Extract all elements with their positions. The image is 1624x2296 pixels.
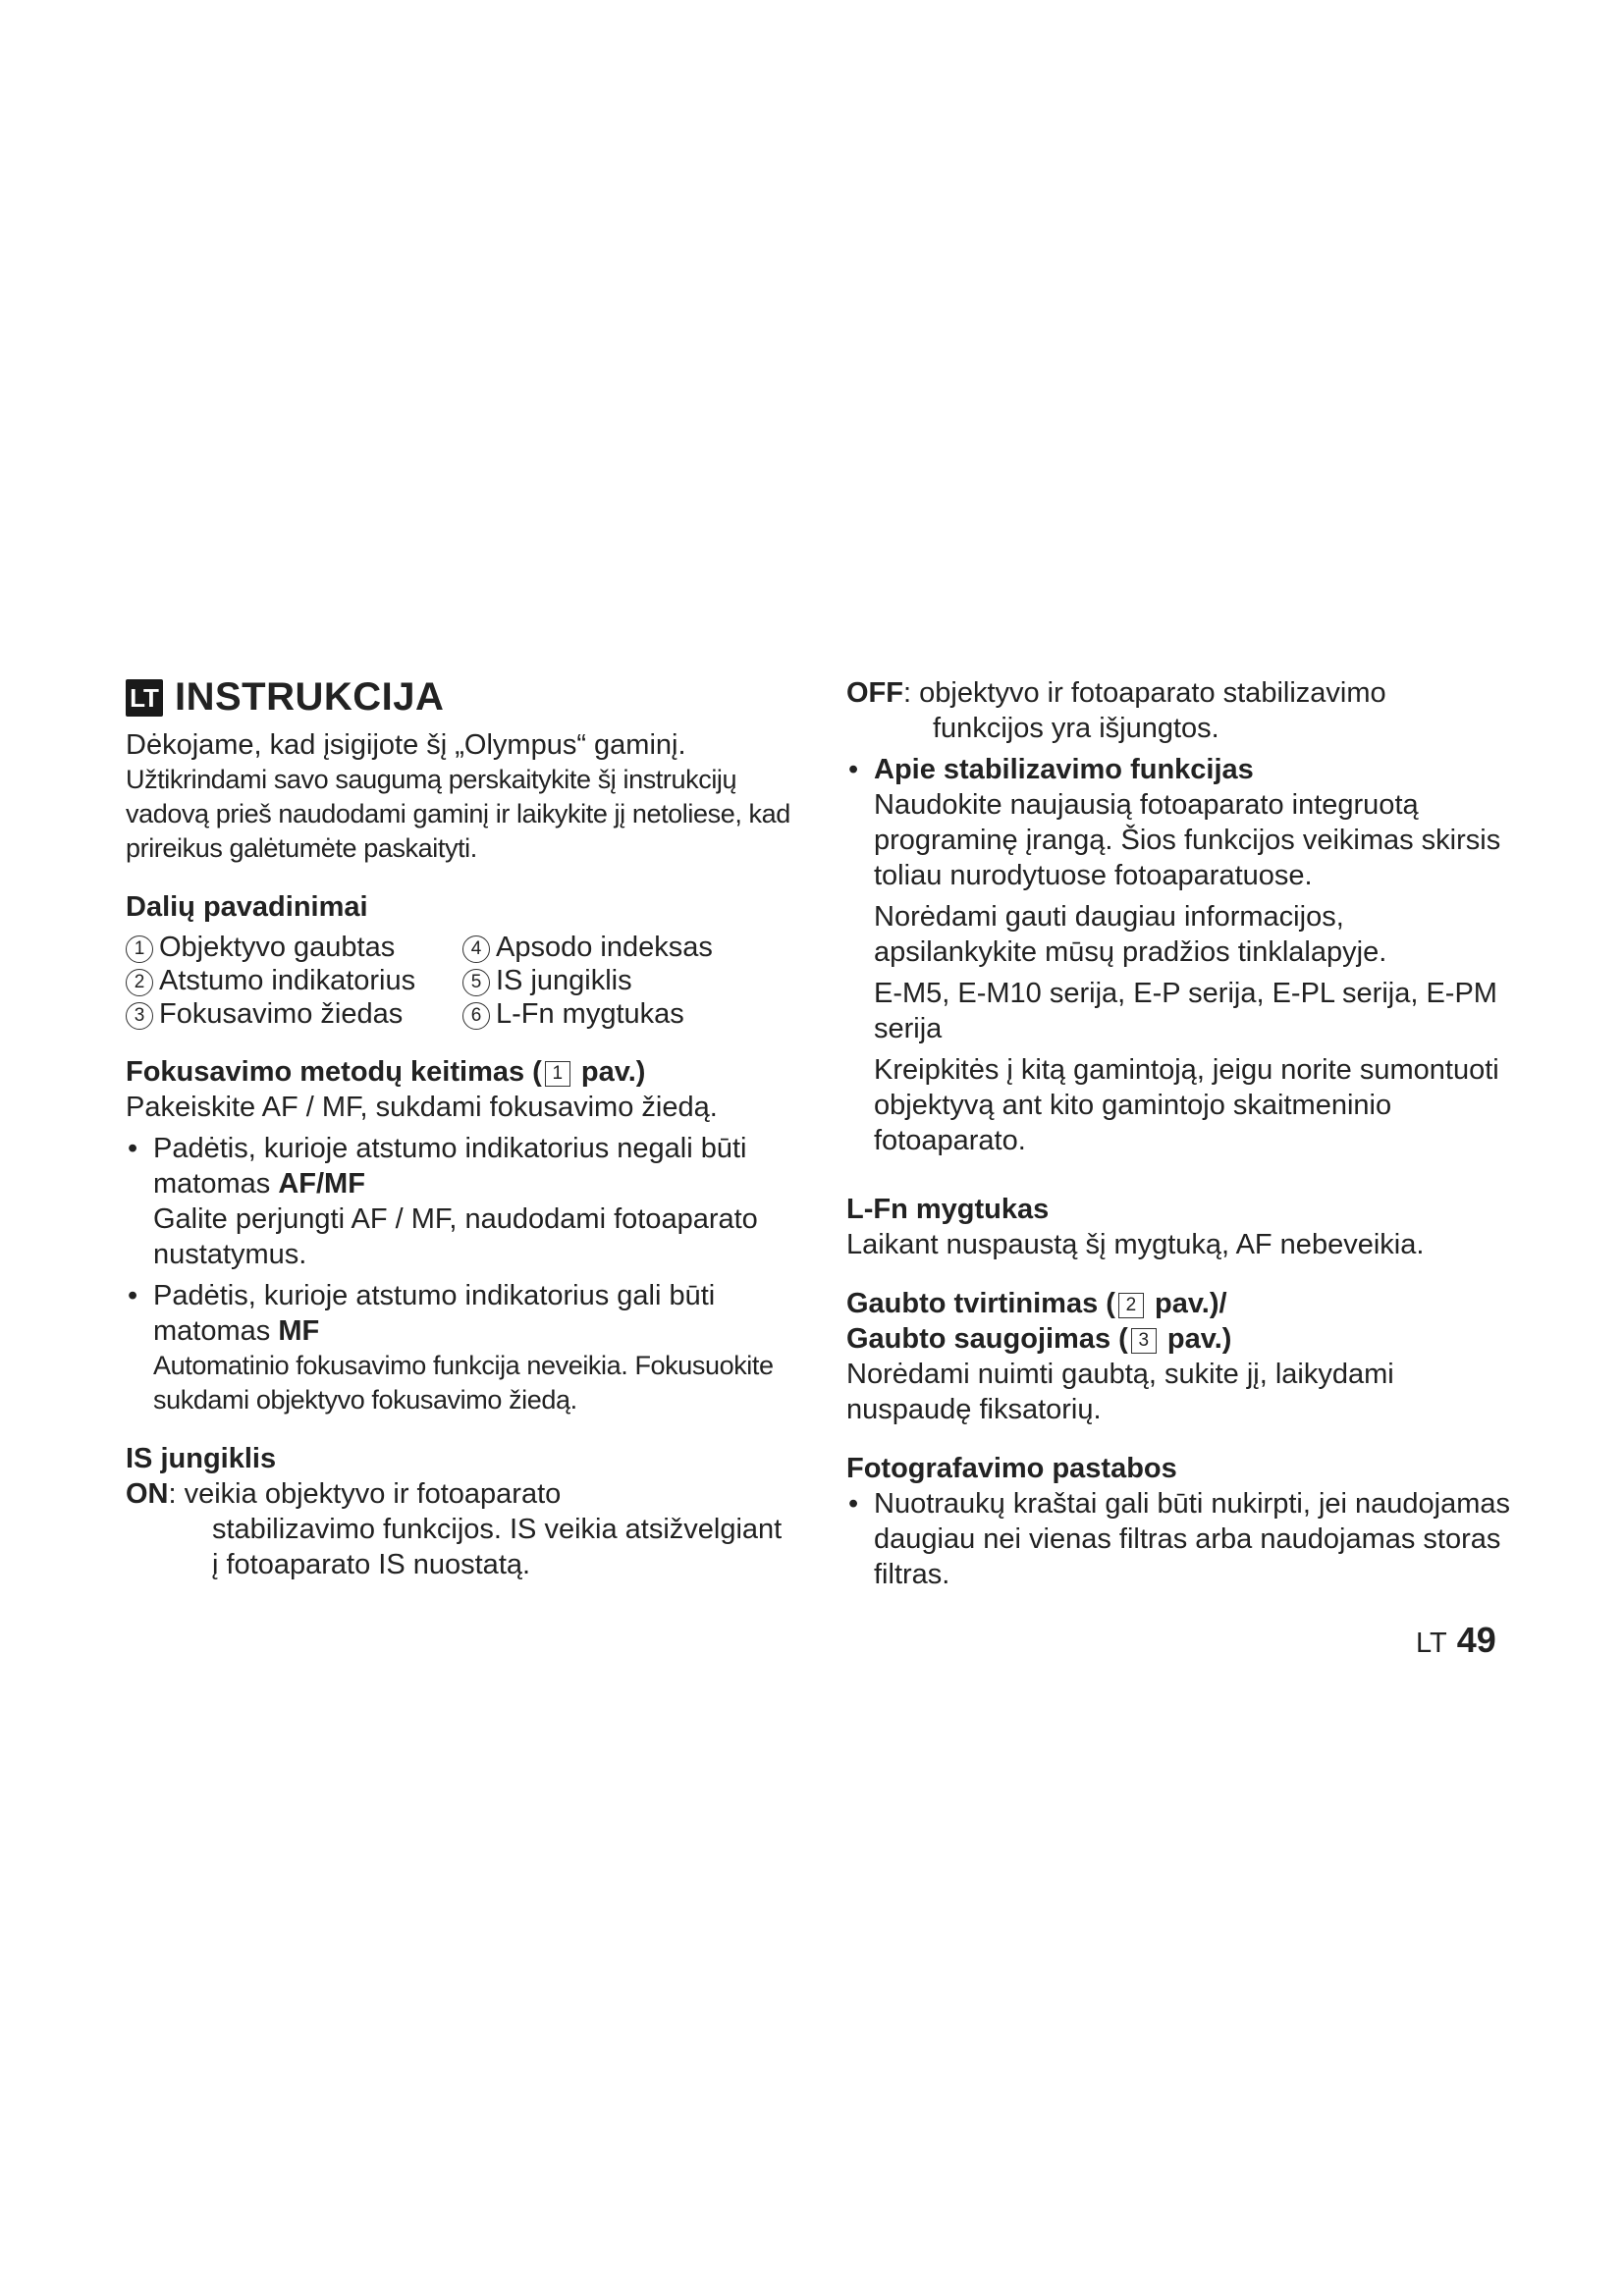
part-item: 1 Objektyvo gaubtas <box>126 931 462 964</box>
number-circle-icon: 2 <box>126 969 153 996</box>
hood-store-heading: Gaubto saugojimas ( 3 pav.) <box>846 1323 1232 1355</box>
is-off-line: OFF: objektyvo ir fotoaparato stabilizavimo <box>846 677 1386 709</box>
language-badge: LT <box>126 679 163 717</box>
page-title: INSTRUKCIJA <box>175 675 445 719</box>
is-on-desc: stabilizavimo funkcijos. IS veikia atsižvelgiant į fotoaparato IS nuostatą. <box>212 1514 783 1580</box>
stabilization-section <box>846 752 1514 1158</box>
focus-text: Pakeiskite AF / MF, sukdami fokusavimo žiedą. <box>126 1092 718 1123</box>
number-circle-icon: 6 <box>462 1002 490 1030</box>
notes-bullet: • Nuotraukų kraštai gali būti nukirpti, jei naudojamas daugiau nei vienas filtras arba naudojamas storas filtras. <box>846 1486 1514 1592</box>
hood-attach-heading: Gaubto tvirtinimas ( 2 pav.)/ <box>846 1288 1227 1319</box>
left-column <box>126 675 793 1582</box>
focus-bullet-mf: • Padėtis, kurioje atstumo indikatorius gali būti matomas MF Automatinio fokusavimo funkcija neveikia. Fokusuokite sukdami objektyvo fokusavimo žiedą. <box>126 1278 793 1417</box>
is-off-desc: funkcijos yra išjungtos. <box>933 713 1219 744</box>
stabilization-p1: Naudokite naujausią fotoaparato integruotą programinę įrangą. Šios funkcijos veikimas skirsis toliau nurodytuose fotoaparatuose. <box>874 789 1501 891</box>
lfn-heading: L-Fn mygtukas <box>846 1194 1050 1225</box>
is-on-line: ON: veikia objektyvo ir fotoaparato <box>126 1478 562 1510</box>
part-item: 6 L-Fn mygtukas <box>462 997 793 1031</box>
stabilization-p4: Kreipkitės į kitą gamintoją, jeigu norite sumontuoti objektyvą ant kito gamintojo skaitmeninio fotoaparato. <box>874 1054 1499 1156</box>
page-language: LT <box>1416 1628 1447 1659</box>
page-number <box>1416 1620 1496 1661</box>
page-number-value: 49 <box>1456 1620 1496 1660</box>
number-circle-icon: 1 <box>126 935 153 963</box>
focus-heading: Fokusavimo metodų keitimas ( 1 pav.) <box>126 1056 646 1088</box>
parts-list <box>126 931 793 1031</box>
part-item: 4 Apsodo indeksas <box>462 931 793 964</box>
part-item: 5 IS jungiklis <box>462 964 793 997</box>
figure-ref-icon: 2 <box>1118 1293 1144 1318</box>
stabilization-heading: • Apie stabilizavimo funkcijas <box>874 754 1254 785</box>
hood-text: Norėdami nuimti gaubtą, sukite jį, laikydami nuspaudę fiksatorių. <box>846 1359 1394 1425</box>
part-item: 2 Atstumo indikatorius <box>126 964 462 997</box>
number-circle-icon: 3 <box>126 1002 153 1030</box>
title-row <box>126 675 793 720</box>
stabilization-models: E-M5, E-M10 serija, E-P serija, E-PL serija, E-PM serija <box>874 978 1497 1044</box>
is-switch-heading: IS jungiklis <box>126 1443 277 1474</box>
intro-safety: Užtikrindami savo saugumą perskaitykite šį instrukcijų vadovą prieš naudodami gaminį ir laikykite jį netoliese, kad prireikus galėtumėte paskaityti. <box>126 765 790 863</box>
intro-thanks: Dėkojame, kad įsigijote šį „Olympus“ gaminį. <box>126 729 686 761</box>
figure-ref-icon: 3 <box>1131 1328 1157 1354</box>
number-circle-icon: 5 <box>462 969 490 996</box>
number-circle-icon: 4 <box>462 935 490 963</box>
right-column <box>846 675 1514 1592</box>
stabilization-p2: Norėdami gauti daugiau informacijos, apsilankykite mūsų pradžios tinklalapyje. <box>874 901 1387 968</box>
figure-ref-icon: 1 <box>545 1061 570 1087</box>
notes-heading: Fotografavimo pastabos <box>846 1453 1177 1484</box>
parts-heading: Dalių pavadinimai <box>126 891 368 923</box>
part-item: 3 Fokusavimo žiedas <box>126 997 462 1031</box>
focus-bullet-afmf: • Padėtis, kurioje atstumo indikatorius negali būti matomas AF/MF Galite perjungti AF / MF, naudodami fotoaparato nustatymus. <box>126 1131 793 1272</box>
lfn-text: Laikant nuspaustą šį mygtuką, AF nebeveikia. <box>846 1229 1425 1260</box>
